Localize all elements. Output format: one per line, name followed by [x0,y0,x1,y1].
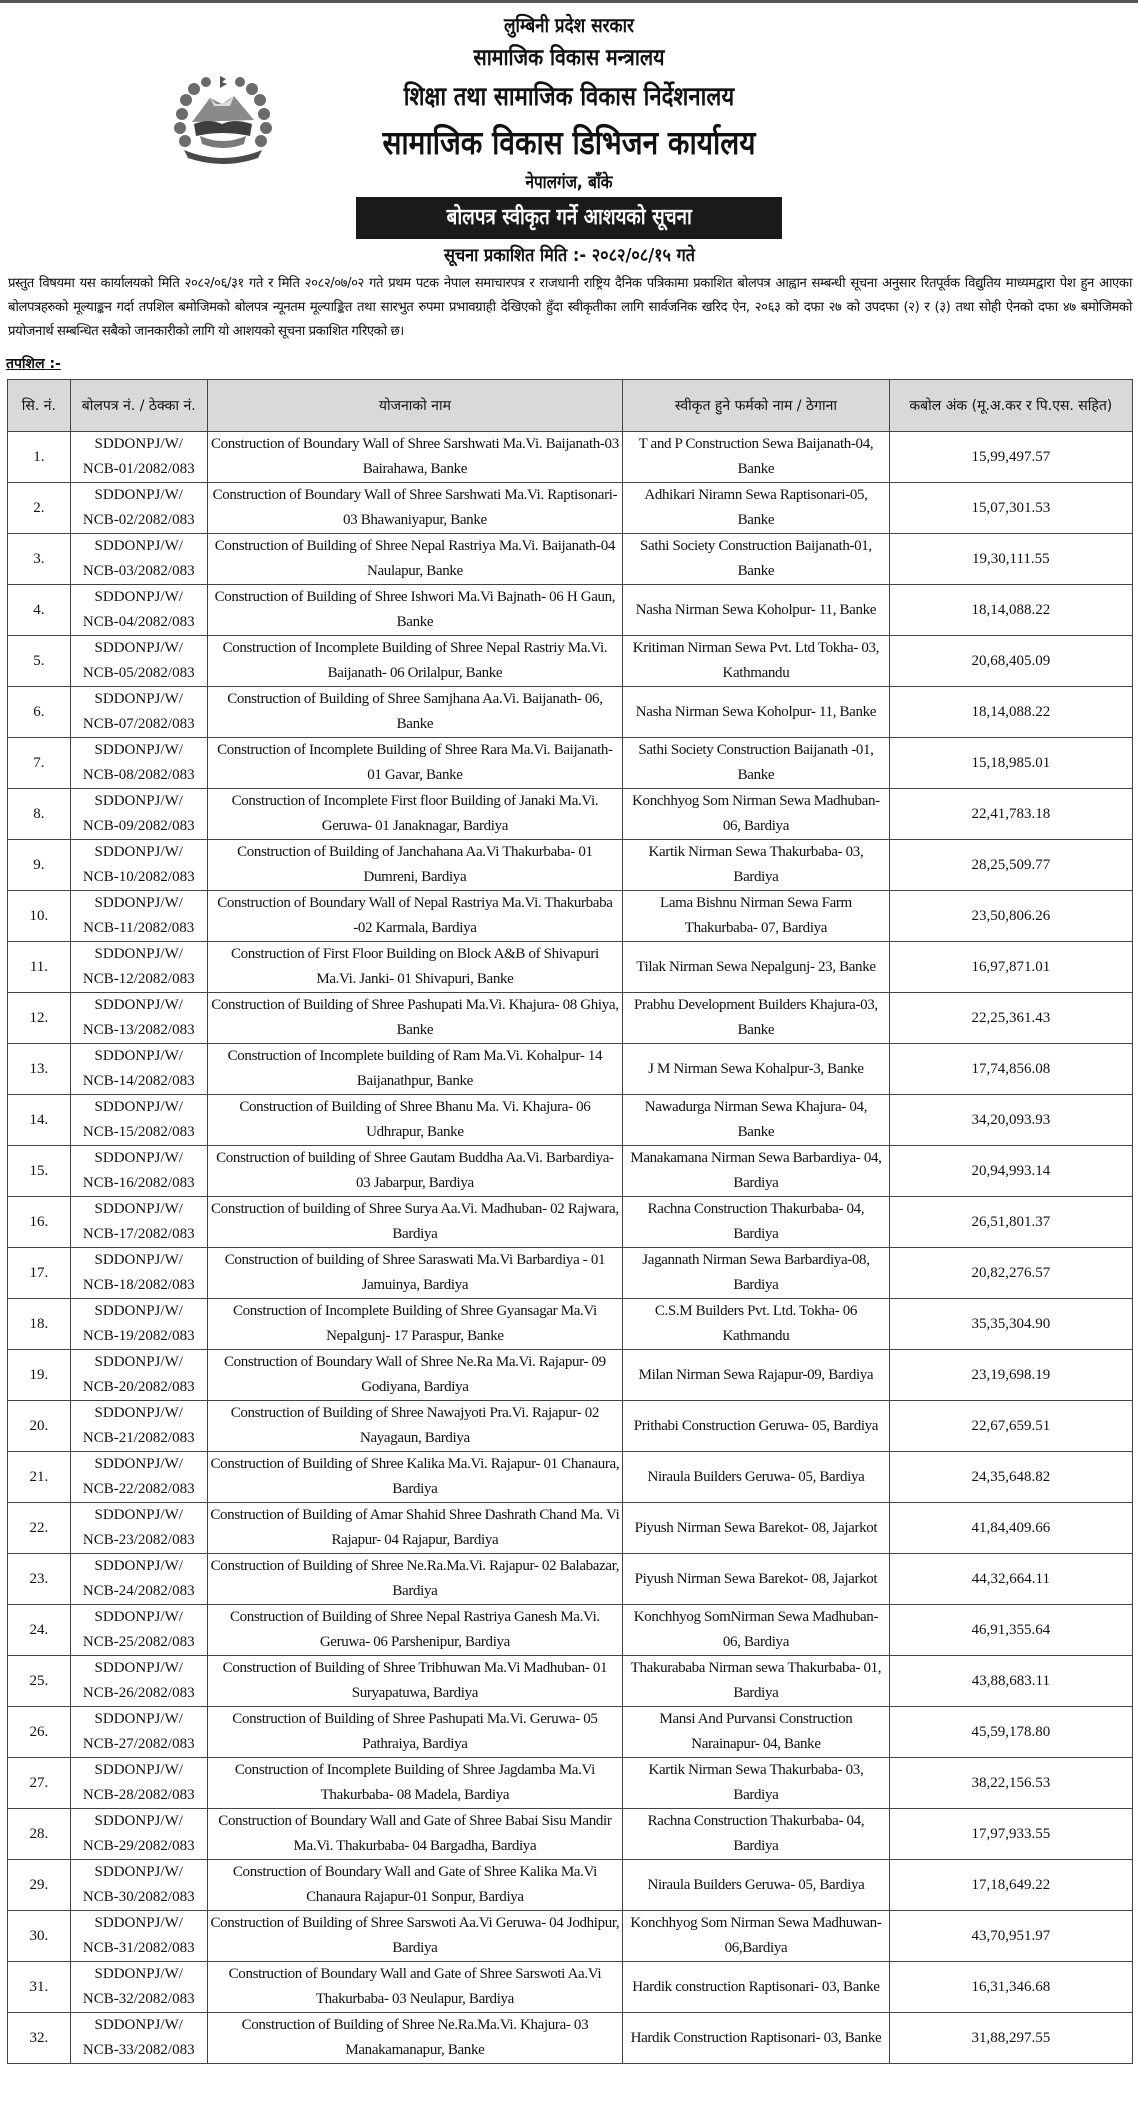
bid-number-cell [70,840,207,891]
bid-number-part2: NCB-05/2082/083 [82,665,195,681]
project-name-cell: Construction of Building of Shree Tribhuwan Ma.Vi Madhuban- 01 Suryapatuwa, Bardiya [207,1656,623,1707]
bid-amount-cell: 15,18,985.01 [889,738,1132,789]
firm-name-cell: Niraula Builders Geruwa- 05, Bardiya [623,1452,890,1503]
serial-number-cell: 15. [8,1146,71,1197]
serial-number-cell: 27. [8,1758,71,1809]
bid-number-cell [70,1605,207,1656]
bid-number-cell [70,1503,207,1554]
serial-number-cell: 6. [8,687,71,738]
bid-number-cell [70,1350,207,1401]
bid-number-part1: SDDONPJ/W/ [94,1099,183,1115]
table-row [8,1554,1133,1605]
bid-number-cell [70,432,207,483]
office-location: नेपालगंज, बाँके [525,172,613,193]
intro-paragraph: प्रस्तुत विषयमा यस कार्यालयको मिति २०८२/०६/३१ गते र मिति २०८२/०७/०२ गते प्रथम पटक नेपाल समाचारपत्र र राजधानी राष्ट्रिय दैनिक पत्रिकामा प्रकाशित बोलपत्र आह्वान सम्बन्धी सूचना अनुसार रितपूर्वक विद्युतिय माध्यमद्वारा पेश हुन आएका बोलपत्रहरुको मूल्याङ्कन गर्दा तपशिल बमोजिमको बोलपत्र न्यूनतम मूल्याङ्कित तथा सारभुत रुपमा प्रभावग्राही देखिएको हुँदा स्वीकृतीका लागि सार्वजनिक खरिद ऐन, २०६३ को दफा २७ को उपदफा (२) र (३) तथा सोही ऐनको दफा ४७ बमोजिमको प्रयोजनार्थ सम्बन्धित सबैको जानकारीको लागि यो आशयको सूचना प्रकाशित गरिएको छ। [8,276,1132,339]
table-header-row [8,380,1133,432]
project-name-cell: Construction of Building of Shree Ishwori Ma.Vi Bajnath- 06 H Gaun, Banke [207,585,623,636]
serial-number-cell: 24. [8,1605,71,1656]
serial-number-cell: 20. [8,1401,71,1452]
table-row [8,789,1133,840]
serial-number-cell: 13. [8,1044,71,1095]
firm-name-cell: Tilak Nirman Sewa Nepalgunj- 23, Banke [623,942,890,993]
serial-number-cell: 2. [8,483,71,534]
project-name-cell: Construction of Building of Janchahana Aa.Vi Thakurbaba- 01 Dumreni, Bardiya [207,840,623,891]
bid-number-cell [70,1146,207,1197]
bid-number-part1: SDDONPJ/W/ [94,1048,183,1064]
bid-number-part2: NCB-20/2082/083 [82,1379,195,1395]
project-name-cell: Construction of Incomplete building of Ram Ma.Vi. Kohalpur- 14 Baijanathpur, Banke [207,1044,623,1095]
bid-number-part2: NCB-02/2082/083 [82,512,195,528]
serial-number-cell: 30. [8,1911,71,1962]
bid-number-cell [70,942,207,993]
bid-number-part2: NCB-01/2082/083 [82,461,195,477]
column-header-project-name: योजनाको नाम [207,380,623,432]
bid-number-part2: NCB-21/2082/083 [82,1430,195,1446]
column-header-bid-amount: कबोल अंक (मू.अ.कर र पि.एस. सहित) [889,380,1132,432]
bid-number-part2: NCB-31/2082/083 [82,1940,195,1956]
serial-number-cell: 5. [8,636,71,687]
project-name-cell: Construction of Building of Shree Nepal Rastriya Ganesh Ma.Vi. Geruwa- 06 Parshenipur, Bardiya [207,1605,623,1656]
publish-date: सूचना प्रकाशित मिति :- २०८२/०८/१५ गते [443,245,695,266]
firm-name-cell: Jagannath Nirman Sewa Barbardiya-08, Bardiya [623,1248,890,1299]
firm-name-cell: Konchhyog Som Nirman Sewa Madhuwan- 06,Bardiya [623,1911,890,1962]
bid-number-part2: NCB-10/2082/083 [82,869,195,885]
serial-number-cell: 8. [8,789,71,840]
bid-number-part1: SDDONPJ/W/ [94,1711,183,1727]
serial-number-cell: 19. [8,1350,71,1401]
table-row [8,1503,1133,1554]
table-row [8,891,1133,942]
project-name-cell: Construction of Incomplete First floor Building of Janaki Ma.Vi. Geruwa- 01 Janaknagar, Bardiya [207,789,623,840]
province-government-title: लुम्बिनी प्रदेश सरकार [504,13,634,37]
serial-number-cell: 3. [8,534,71,585]
serial-number-cell: 14. [8,1095,71,1146]
table-row [8,1401,1133,1452]
bid-number-cell [70,1911,207,1962]
table-row [8,1656,1133,1707]
serial-number-cell: 11. [8,942,71,993]
table-row [8,1962,1133,2013]
bid-number-cell [70,1962,207,2013]
bid-amount-cell: 43,70,951.97 [889,1911,1132,1962]
details-label: तपशिल :- [6,356,61,372]
bid-number-cell [70,738,207,789]
bid-number-cell [70,585,207,636]
bid-number-part2: NCB-13/2082/083 [82,1022,195,1038]
bid-amount-cell: 43,88,683.11 [889,1656,1132,1707]
bid-number-part2: NCB-16/2082/083 [82,1175,195,1191]
bid-number-part2: NCB-33/2082/083 [82,2042,195,2058]
bid-amount-cell: 35,35,304.90 [889,1299,1132,1350]
table-row [8,2013,1133,2064]
top-border-line [0,0,1138,3]
bid-amount-cell: 26,51,801.37 [889,1197,1132,1248]
bid-number-part1: SDDONPJ/W/ [94,1915,183,1931]
bid-number-part1: SDDONPJ/W/ [94,946,183,962]
bid-number-part1: SDDONPJ/W/ [94,895,183,911]
bid-amount-cell: 44,32,664.11 [889,1554,1132,1605]
bid-number-part2: NCB-03/2082/083 [82,563,195,579]
table-row [8,1860,1133,1911]
firm-name-cell: Nasha Nirman Sewa Koholpur- 11, Banke [623,585,890,636]
bid-amount-cell: 20,68,405.09 [889,636,1132,687]
firm-name-cell: Piyush Nirman Sewa Barekot- 08, Jajarkot [623,1554,890,1605]
table-row [8,534,1133,585]
bid-amount-cell: 18,14,088.22 [889,687,1132,738]
bid-number-part2: NCB-27/2082/083 [82,1736,195,1752]
project-name-cell: Construction of Building of Shree Sarswoti Aa.Vi Geruwa- 04 Jodhipur, Bardiya [207,1911,623,1962]
bid-amount-cell: 20,82,276.57 [889,1248,1132,1299]
bid-number-part2: NCB-22/2082/083 [82,1481,195,1497]
bid-number-part1: SDDONPJ/W/ [94,1813,183,1829]
bid-number-part2: NCB-19/2082/083 [82,1328,195,1344]
column-header-serial: सि. नं. [8,380,71,432]
bid-number-cell [70,1197,207,1248]
firm-name-cell: T and P Construction Sewa Baijanath-04, Banke [623,432,890,483]
bid-amount-cell: 31,88,297.55 [889,2013,1132,2064]
bid-number-part2: NCB-04/2082/083 [82,614,195,630]
bid-number-part1: SDDONPJ/W/ [94,538,183,554]
bid-number-cell [70,1095,207,1146]
bid-number-cell [70,891,207,942]
document-header [0,6,1138,198]
serial-number-cell: 23. [8,1554,71,1605]
bid-number-part1: SDDONPJ/W/ [94,589,183,605]
bid-amount-cell: 46,91,355.64 [889,1605,1132,1656]
table-row [8,1605,1133,1656]
table-row [8,1452,1133,1503]
bid-amount-cell: 23,19,698.19 [889,1350,1132,1401]
firm-name-cell: Prithabi Construction Geruwa- 05, Bardiya [623,1401,890,1452]
notice-title: बोलपत्र स्वीकृत गर्ने आशयको सूचना [446,205,692,230]
project-name-cell: Construction of Boundary Wall and Gate of Shree Kalika Ma.Vi Chanaura Rajapur-01 Sonpur, Bardiya [207,1860,623,1911]
project-name-cell: Construction of Boundary Wall and Gate of Shree Babai Sisu Mandir Ma.Vi. Thakurbaba- 04 Bargadha, Bardiya [207,1809,623,1860]
bid-number-cell [70,1758,207,1809]
project-name-cell: Construction of Building of Shree Bhanu Ma. Vi. Khajura- 06 Udhrapur, Banke [207,1095,623,1146]
bid-acceptance-table [7,379,1133,2064]
firm-name-cell: Milan Nirman Sewa Rajapur-09, Bardiya [623,1350,890,1401]
project-name-cell: Construction of building of Shree Surya Aa.Vi. Madhuban- 02 Rajwara, Bardiya [207,1197,623,1248]
bid-number-cell [70,1248,207,1299]
firm-name-cell: Prabhu Development Builders Khajura-03, Banke [623,993,890,1044]
bid-number-part1: SDDONPJ/W/ [94,1252,183,1268]
firm-name-cell: Rachna Construction Thakurbaba- 04, Bardiya [623,1809,890,1860]
bid-number-part1: SDDONPJ/W/ [94,1966,183,1982]
bid-amount-cell: 45,59,178.80 [889,1707,1132,1758]
firm-name-cell: Nasha Nirman Sewa Koholpur- 11, Banke [623,687,890,738]
table-row [8,840,1133,891]
firm-name-cell: Konchhyog Som Nirman Sewa Madhuban- 06, Bardiya [623,789,890,840]
project-name-cell: Construction of Building of Shree Ne.Ra.Ma.Vi. Rajapur- 02 Balabazar, Bardiya [207,1554,623,1605]
firm-name-cell: J M Nirman Sewa Kohalpur-3, Banke [623,1044,890,1095]
bid-number-part1: SDDONPJ/W/ [94,742,183,758]
bid-number-cell [70,483,207,534]
notice-title-banner [356,197,782,239]
bid-number-cell [70,1452,207,1503]
project-name-cell: Construction of Building of Shree Pashupati Ma.Vi. Geruwa- 05 Pathraiya, Bardiya [207,1707,623,1758]
project-name-cell: Construction of Boundary Wall of Shree Ne.Ra Ma.Vi. Rajapur- 09 Godiyana, Bardiya [207,1350,623,1401]
bid-number-part2: NCB-14/2082/083 [82,1073,195,1089]
table-row [8,1299,1133,1350]
bid-number-part2: NCB-25/2082/083 [82,1634,195,1650]
column-header-firm-name: स्वीकृत हुने फर्मको नाम / ठेगाना [623,380,890,432]
bid-number-cell [70,1554,207,1605]
serial-number-cell: 29. [8,1860,71,1911]
firm-name-cell: Adhikari Niramn Sewa Raptisonari-05, Banke [623,483,890,534]
table-body [8,432,1133,2064]
bid-number-cell [70,1656,207,1707]
bid-number-part2: NCB-12/2082/083 [82,971,195,987]
bid-number-part1: SDDONPJ/W/ [94,1354,183,1370]
bid-number-part1: SDDONPJ/W/ [94,1456,183,1472]
firm-name-cell: Manakamana Nirman Sewa Barbardiya- 04, Bardiya [623,1146,890,1197]
bid-number-part2: NCB-11/2082/083 [83,920,195,936]
bid-number-cell [70,687,207,738]
serial-number-cell: 21. [8,1452,71,1503]
bid-amount-cell: 22,41,783.18 [889,789,1132,840]
serial-number-cell: 10. [8,891,71,942]
bid-number-cell [70,1044,207,1095]
table-row [8,432,1133,483]
office-title: सामाजिक विकास डिभिजन कार्यालय [382,123,756,162]
project-name-cell: Construction of Building of Shree Nepal Rastriya Ma.Vi. Baijanath-04 Naulapur, Banke [207,534,623,585]
serial-number-cell: 32. [8,2013,71,2064]
table-row [8,1248,1133,1299]
firm-name-cell: Lama Bishnu Nirman Sewa Farm Thakurbaba- 07, Bardiya [623,891,890,942]
bid-number-part2: NCB-30/2082/083 [82,1889,195,1905]
table-row [8,1758,1133,1809]
bid-amount-cell: 17,97,933.55 [889,1809,1132,1860]
table-row [8,1707,1133,1758]
firm-name-cell: Nawadurga Nirman Sewa Khajura- 04, Banke [623,1095,890,1146]
bid-number-part1: SDDONPJ/W/ [94,1150,183,1166]
firm-name-cell: Konchhyog SomNirman Sewa Madhuban- 06, Bardiya [623,1605,890,1656]
firm-name-cell: Mansi And Purvansi Construction Narainapur- 04, Banke [623,1707,890,1758]
bid-number-part2: NCB-15/2082/083 [82,1124,195,1140]
table-row [8,636,1133,687]
bid-number-part1: SDDONPJ/W/ [94,1303,183,1319]
serial-number-cell: 25. [8,1656,71,1707]
bid-number-cell [70,1860,207,1911]
bid-number-part1: SDDONPJ/W/ [94,487,183,503]
firm-name-cell: Thakurababa Nirman sewa Thakurbaba- 01, Bardiya [623,1656,890,1707]
bid-number-part1: SDDONPJ/W/ [94,1660,183,1676]
project-name-cell: Construction of Incomplete Building of Shree Rara Ma.Vi. Baijanath- 01 Gavar, Banke [207,738,623,789]
bid-number-part2: NCB-29/2082/083 [82,1838,195,1854]
project-name-cell: Construction of Building of Shree Ne.Ra.Ma.Vi. Khajura- 03 Manakamanapur, Banke [207,2013,623,2064]
project-name-cell: Construction of Building of Shree Samjhana Aa.Vi. Baijanath- 06, Banke [207,687,623,738]
bid-number-part1: SDDONPJ/W/ [94,1609,183,1625]
firm-name-cell: Rachna Construction Thakurbaba- 04, Bardiya [623,1197,890,1248]
ministry-title: सामाजिक विकास मन्त्रालय [473,45,665,71]
bid-number-part2: NCB-18/2082/083 [82,1277,195,1293]
project-name-cell: Construction of First Floor Building on Block A&B of Shivapuri Ma.Vi. Janki- 01 Shivapuri, Banke [207,942,623,993]
bid-number-part2: NCB-08/2082/083 [82,767,195,783]
table-row [8,1350,1133,1401]
serial-number-cell: 26. [8,1707,71,1758]
bid-number-part1: SDDONPJ/W/ [94,436,183,452]
project-name-cell: Construction of Boundary Wall of Nepal Rastriya Ma.Vi. Thakurbaba -02 Karmala, Bardiya [207,891,623,942]
bid-amount-cell: 20,94,993.14 [889,1146,1132,1197]
table-row [8,585,1133,636]
firm-name-cell: Kartik Nirman Sewa Thakurbaba- 03, Bardiya [623,1758,890,1809]
bid-number-part1: SDDONPJ/W/ [94,1762,183,1778]
bid-number-cell [70,789,207,840]
bid-amount-cell: 16,97,871.01 [889,942,1132,993]
bid-number-part1: SDDONPJ/W/ [94,691,183,707]
firm-name-cell: Niraula Builders Geruwa- 05, Bardiya [623,1860,890,1911]
bid-number-part1: SDDONPJ/W/ [94,1558,183,1574]
bid-number-part2: NCB-28/2082/083 [82,1787,195,1803]
bid-number-part1: SDDONPJ/W/ [94,1507,183,1523]
serial-number-cell: 1. [8,432,71,483]
project-name-cell: Construction of Incomplete Building of Shree Nepal Rastriy Ma.Vi. Baijanath- 06 Orilalpur, Banke [207,636,623,687]
table-row [8,942,1133,993]
firm-name-cell: Piyush Nirman Sewa Barekot- 08, Jajarkot [623,1503,890,1554]
column-header-bid-number: बोलपत्र नं. / ठेक्का नं. [70,380,207,432]
project-name-cell: Construction of building of Shree Gautam Buddha Aa.Vi. Barbardiya-03 Jabarpur, Bardiya [207,1146,623,1197]
bid-number-part2: NCB-32/2082/083 [82,1991,195,2007]
project-name-cell: Construction of Building of Shree Pashupati Ma.Vi. Khajura- 08 Ghiya, Banke [207,993,623,1044]
directorate-title: शिक्षा तथा सामाजिक विकास निर्देशनालय [403,82,735,112]
bid-number-part2: NCB-17/2082/083 [82,1226,195,1242]
project-name-cell: Construction of Building of Amar Shahid Shree Dashrath Chand Ma. Vi Rajapur- 04 Rajapur, Bardiya [207,1503,623,1554]
table-row [8,1197,1133,1248]
bid-number-part1: SDDONPJ/W/ [94,1405,183,1421]
bid-number-part1: SDDONPJ/W/ [94,997,183,1013]
bid-number-part1: SDDONPJ/W/ [94,844,183,860]
table-row [8,738,1133,789]
bid-amount-cell: 22,67,659.51 [889,1401,1132,1452]
bid-amount-cell: 38,22,156.53 [889,1758,1132,1809]
table-row [8,993,1133,1044]
bid-amount-cell: 24,35,648.82 [889,1452,1132,1503]
bid-amount-cell: 22,25,361.43 [889,993,1132,1044]
project-name-cell: Construction of Building of Shree Nawajyoti Pra.Vi. Rajapur- 02 Nayagaun, Bardiya [207,1401,623,1452]
table-row [8,687,1133,738]
table-row [8,1095,1133,1146]
bid-number-cell [70,993,207,1044]
firm-name-cell: Sathi Society Construction Baijanath -01, Banke [623,738,890,789]
project-name-cell: Construction of Incomplete Building of Shree Jagdamba Ma.Vi Thakurbaba- 08 Madela, Bardiya [207,1758,623,1809]
project-name-cell: Construction of Boundary Wall and Gate of Shree Sarswoti Aa.Vi Thakurbaba- 03 Neulapur, Bardiya [207,1962,623,2013]
serial-number-cell: 22. [8,1503,71,1554]
bid-number-cell [70,1707,207,1758]
bid-number-cell [70,636,207,687]
bid-number-part1: SDDONPJ/W/ [94,2017,183,2033]
serial-number-cell: 18. [8,1299,71,1350]
bid-number-part1: SDDONPJ/W/ [94,793,183,809]
bid-amount-cell: 16,31,346.68 [889,1962,1132,2013]
bid-amount-cell: 17,74,856.08 [889,1044,1132,1095]
bid-number-cell [70,1299,207,1350]
firm-name-cell: Sathi Society Construction Baijanath-01, Banke [623,534,890,585]
bid-amount-cell: 34,20,093.93 [889,1095,1132,1146]
bid-number-part1: SDDONPJ/W/ [94,1201,183,1217]
bid-amount-cell: 17,18,649.22 [889,1860,1132,1911]
project-name-cell: Construction of Boundary Wall of Shree Sarshwati Ma.Vi. Raptisonari- 03 Bhawaniyapur, Banke [207,483,623,534]
bid-amount-cell: 23,50,806.26 [889,891,1132,942]
bid-number-cell [70,1809,207,1860]
serial-number-cell: 4. [8,585,71,636]
bid-number-part1: SDDONPJ/W/ [94,1864,183,1880]
table-row [8,1809,1133,1860]
bid-number-part2: NCB-24/2082/083 [82,1583,195,1599]
firm-name-cell: Kritiman Nirman Sewa Pvt. Ltd Tokha- 03, Kathmandu [623,636,890,687]
bid-amount-cell: 28,25,509.77 [889,840,1132,891]
bid-number-cell [70,1401,207,1452]
bid-amount-cell: 15,99,497.57 [889,432,1132,483]
bid-number-cell [70,2013,207,2064]
bid-amount-cell: 18,14,088.22 [889,585,1132,636]
bid-number-part2: NCB-26/2082/083 [82,1685,195,1701]
firm-name-cell: Kartik Nirman Sewa Thakurbaba- 03, Bardiya [623,840,890,891]
serial-number-cell: 16. [8,1197,71,1248]
project-name-cell: Construction of Incomplete Building of Shree Gyansagar Ma.Vi Nepalgunj- 17 Paraspur, Banke [207,1299,623,1350]
table-row [8,1911,1133,1962]
firm-name-cell: Hardik construction Raptisonari- 03, Banke [623,1962,890,2013]
serial-number-cell: 31. [8,1962,71,2013]
serial-number-cell: 28. [8,1809,71,1860]
bid-number-cell [70,534,207,585]
serial-number-cell: 17. [8,1248,71,1299]
serial-number-cell: 7. [8,738,71,789]
project-name-cell: Construction of Building of Shree Kalika Ma.Vi. Rajapur- 01 Chanaura, Bardiya [207,1452,623,1503]
project-name-cell: Construction of Boundary Wall of Shree Sarshwati Ma.Vi. Baijanath-03 Bairahawa, Banke [207,432,623,483]
bid-number-part1: SDDONPJ/W/ [94,640,183,656]
bid-amount-cell: 41,84,409.66 [889,1503,1132,1554]
bid-amount-cell: 15,07,301.53 [889,483,1132,534]
serial-number-cell: 12. [8,993,71,1044]
project-name-cell: Construction of building of Shree Saraswati Ma.Vi Barbardiya - 01 Jamuinya, Bardiya [207,1248,623,1299]
bid-number-part2: NCB-09/2082/083 [82,818,195,834]
table-row [8,483,1133,534]
table-row [8,1146,1133,1197]
serial-number-cell: 9. [8,840,71,891]
table-row [8,1044,1133,1095]
firm-name-cell: Hardik Construction Raptisonari- 03, Banke [623,2013,890,2064]
bid-amount-cell: 19,30,111.55 [889,534,1132,585]
firm-name-cell: C.S.M Builders Pvt. Ltd. Tokha- 06 Kathmandu [623,1299,890,1350]
bid-number-part2: NCB-07/2082/083 [82,716,195,732]
bid-number-part2: NCB-23/2082/083 [82,1532,195,1548]
